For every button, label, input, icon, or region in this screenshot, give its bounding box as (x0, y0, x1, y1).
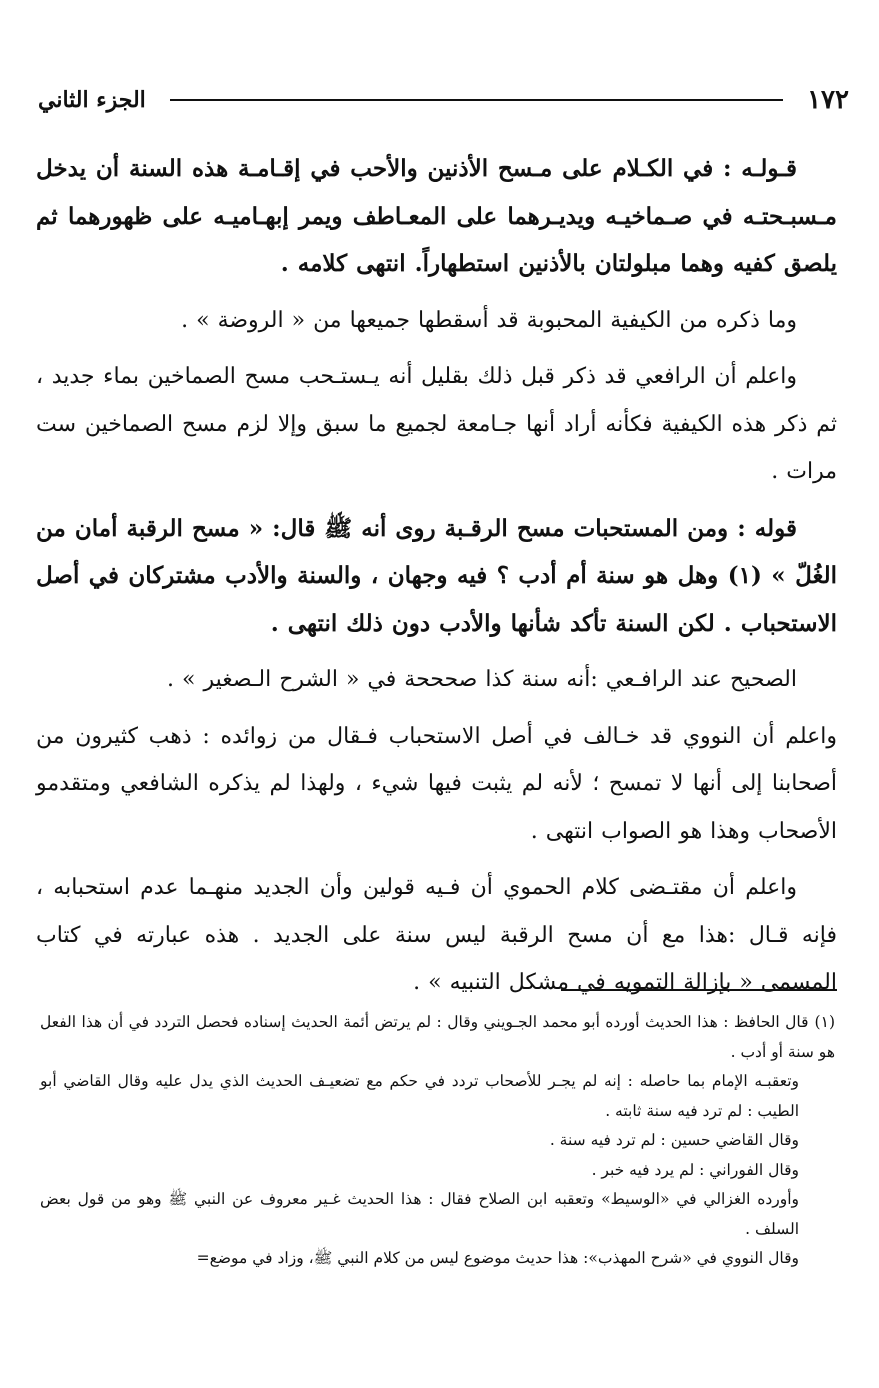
paragraph-quote-ear-wiping: قـولـه : في الكـلام على مـسح الأذنين والأحب في إقـامـة هذه السنة أن يدخل مـسبـحتـه في صـماخيـه ويديـرهما على المعـاطف ويمر إبهـاميـه على ظهورهما ثم يلصق كفيه وهما مبلولتان بالأذنين استطهاراً. انتهى كلامه . (36, 155, 837, 277)
footnote-item (40, 1008, 835, 1067)
footnote-item: وقال القاضي حسين : لم ترد فيه سنة . (549, 1131, 799, 1149)
paragraph-nawawi-note: واعلم أن النووي قد خـالف في أصل الاستحباب فـقال من زوائده : ذهب كثيرون من أصحابنا إلى أنها لا تمسح ؛ لأنه لم يثبت فيها شيء ، ولهذا لم يذكره الشافعي ومتقدمو الأصحاب وهذا هو الصواب انتهى . (36, 723, 837, 844)
footnote-marker: (١) (814, 1013, 835, 1031)
page-number: ١٧٢ (807, 85, 849, 115)
main-text (36, 145, 837, 1016)
footnotes (40, 1008, 835, 1274)
footnote-text: قال الحافظ : هذا الحديث أورده أبو محمد الجـويني وقال : لم يرتض أئمة الحديث إسناده فحصل التردد في أن هذا الفعل هو سنة أو أدب . (40, 1013, 835, 1061)
paragraph-rawda-note: وما ذكره من الكيفية المحبوبة قد أسقطها جميعها من « الروضة » . (181, 307, 797, 333)
footnote-item: وتعقبـه الإمام بما حاصله : إنه لم يجـر للأصحاب تردد في حكم مع تضعيـف الحديث الذي يدل عليه وقال القاضي أبو الطيب : لم ترد فيه سنة ثابته . (40, 1072, 799, 1120)
volume-title: الجزء الثاني (38, 87, 146, 113)
header-rule (170, 99, 783, 101)
paragraph-sahih-note: الصحيح عند الرافـعي :أنه سنة كذا صحححة في « الشرح الـصغير » . (167, 667, 797, 692)
footnote-separator (561, 989, 837, 991)
footnote-item: وأورده الغزالي في «الوسيط» وتعقبه ابن الصلاح فقال : هذا الحديث غـير معروف عن النبي ﷺ وهو من قول بعض السلف . (40, 1190, 799, 1238)
footnote-item: وقال الفوراني : لم يرد فيه خبر . (591, 1160, 799, 1179)
paragraph-quote-neck-wiping: قوله : ومن المستحبات مسح الرقـبة روى أنه ﷺ قال: « مسح الرقبة أمان من الغُلّ » (١) وهل هو سنة أم أدب ؟ فيه وجهان ، والسنة والأدب مشتركان في أصل الاستحباب . لكن السنة تأكد شأنها والأدب دون ذلك انتهى . (36, 514, 837, 637)
paragraph-rafii-note: واعلم أن الرافعي قد ذكر قبل ذلك بقليل أنه يـستـحب مسح الصماخين بماء جديد ، ثم ذكر هذه الكيفية فكأنه أراد أنها جـامعة لجميع ما سبق وإلا لزم مسح الصماخين ست مرات . (36, 364, 838, 484)
paragraph-hamawi-note: واعلم أن مقتـضى كلام الحموي أن فـيه قولين وأن الجديد منهـما عدم استحبابه ، فإنه قـال :هذا مع أن مسح الرقبة ليس سنة على الجديد . هذه عبارته في كتاب المسمى « بإزالة التمويه في مشكل التنبيه » . (36, 875, 837, 995)
footnote-item: وقال النووي في «شرح المهذب»: هذا حديث موضوع ليس من كلام النبي ﷺ، وزاد في موضع= (196, 1249, 799, 1267)
page-header (38, 80, 849, 120)
